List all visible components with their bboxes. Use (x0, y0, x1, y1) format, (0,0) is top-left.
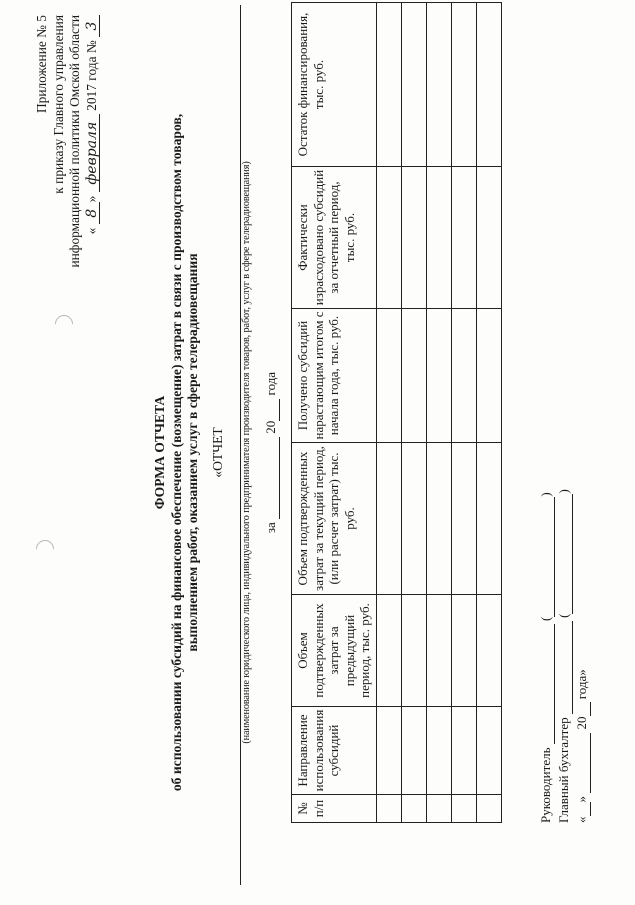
table-cell (476, 309, 501, 443)
table-cell (476, 707, 501, 795)
table-header-row (292, 3, 377, 823)
appendix-date-line: « 8» февраля 2017 года № 3 (84, 15, 101, 305)
table-cell (451, 795, 476, 823)
table-cell (426, 707, 451, 795)
table-cell (476, 167, 501, 309)
table-cell (451, 309, 476, 443)
period-year-blank (263, 399, 280, 421)
table-cell (376, 443, 401, 595)
table-cell (401, 795, 426, 823)
signature-date: « » 20 года» (574, 669, 589, 823)
table-cell (376, 3, 401, 167)
table-row (376, 3, 401, 823)
appendix-header (34, 15, 100, 305)
header-current-costs: Объем подтвержденных затрат за текущий период, (или расчет затрат) тыс. руб. (292, 443, 377, 595)
table-cell (476, 443, 501, 595)
report-label: «ОТЧЕТ (210, 427, 225, 478)
table-cell (426, 309, 451, 443)
table-cell (401, 707, 426, 795)
order-day: 8 (86, 202, 100, 224)
table-row (401, 3, 426, 823)
period-blank (263, 437, 280, 519)
form-title-sub1: об использовании субсидий на финансовое обеспечение (возмещение) затрат в связи с производством товаров, (168, 113, 184, 792)
order-year: 2017 года № (83, 40, 99, 111)
table-cell (451, 167, 476, 309)
header-spent: Фактически израсходовано субсидий за отчетный период, тыс. руб. (292, 167, 377, 309)
table-cell (426, 167, 451, 309)
accountant-signature: Главный бухгалтер ( ) (556, 489, 571, 823)
table-cell (476, 3, 501, 167)
table-cell (426, 595, 451, 707)
header-received: Получено субсидий нарастающим итогом с начала года, тыс. руб. (292, 309, 377, 443)
table-cell (401, 167, 426, 309)
table-cell (451, 3, 476, 167)
table-cell (451, 443, 476, 595)
table-cell (401, 595, 426, 707)
header-number: № п/п (292, 795, 377, 823)
signature-block (537, 489, 591, 823)
table-cell (376, 707, 401, 795)
table-cell (426, 795, 451, 823)
table-cell (401, 443, 426, 595)
table-cell (401, 309, 426, 443)
table-cell (476, 795, 501, 823)
appendix-title: Приложение № 5 (34, 15, 49, 114)
table-row (426, 3, 451, 823)
header-prev-costs: Объем подтвержденных затрат за предыдущий период, тыс. руб. (292, 595, 377, 707)
header-direction: Направление использования субсидий (292, 707, 377, 795)
table-cell (426, 3, 451, 167)
organization-caption: (наименование юридического лица, индивидуального предпринимателя производителя товаров, работ, услуг в сфере телерадиовещания) (241, 161, 252, 744)
table-cell (376, 595, 401, 707)
order-month: февраля (86, 114, 100, 192)
header-balance: Остаток финансирования, тыс. руб. (292, 3, 377, 167)
appendix-agency-line: информационной политики Омской области (67, 15, 82, 268)
order-number: 3 (86, 15, 100, 37)
table-cell (376, 309, 401, 443)
head-signature: Руководитель ( ) (538, 492, 553, 823)
subsidy-report-table (291, 2, 502, 823)
table-cell (476, 595, 501, 707)
form-title-main: ФОРМА ОТЧЕТА (152, 395, 167, 510)
table-cell (451, 707, 476, 795)
table-cell (376, 167, 401, 309)
form-title (152, 0, 202, 905)
report-period: за 20 года (263, 371, 278, 534)
appendix-order-line: к приказу Главного управления (50, 15, 66, 194)
table-cell (401, 3, 426, 167)
table-row (476, 3, 501, 823)
table-cell (376, 795, 401, 823)
table-row (451, 3, 476, 823)
table-cell (451, 595, 476, 707)
table-cell (426, 443, 451, 595)
form-title-sub2: выполнением работ, оказанием услуг в сфере телерадиовещания (185, 253, 200, 652)
